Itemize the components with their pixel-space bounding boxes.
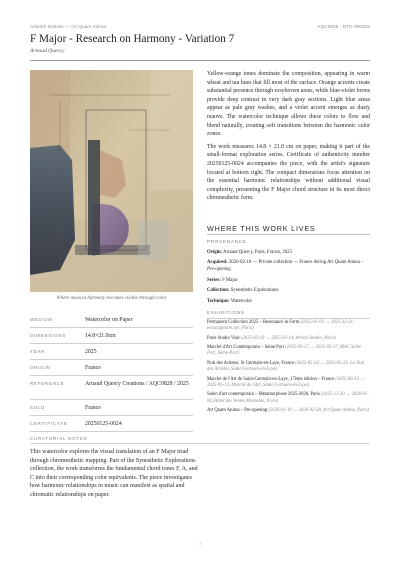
exhibition-detail: (2026-01-10 → 2026-02-28, Art Quam Anima, Paris) [268, 408, 369, 414]
exhibitions-divider [207, 318, 370, 319]
where-divider [207, 234, 370, 235]
meta-row-reference [30, 376, 193, 400]
prov-value: 2026-02-18 — Private collection — France during [228, 260, 327, 266]
curatorial-notes-text: This watercolor explores the visual translation of an F Major triad through chromesthetic mapping. Part of the Synesthetic Explorations collection, the work transforms the fundamental chord tones F, A, and C into their corresponding color equivalents. The piece investigates how harmonic relationships in music can manifest as spatial and chromatic relationships on paper. [30, 449, 198, 498]
prov-key: Collection: [207, 288, 230, 294]
exhibition-item [207, 408, 370, 414]
exhibition-title: Paris Studio Visit [207, 335, 240, 341]
prov-key: Origin: [207, 250, 223, 255]
provenance-technique [207, 298, 370, 305]
notes-divider [30, 443, 370, 444]
artwork-image [30, 70, 193, 292]
exhibition-title: Nuit des Artistes, St Germain-en-Laye, France [207, 360, 295, 366]
artwork-caption: Where musical harmony becomes visible through color [56, 296, 167, 301]
prov-key: Series: [207, 277, 221, 283]
exhibition-title: Marché d'Art Contemporain – Seine Port [207, 345, 285, 351]
header-reference: AQC0828 · NTC-000425 [317, 24, 370, 29]
exhibition-detail: (2025-03-10 → 2025-03-14, Artist's Studio, Paris) [240, 335, 336, 341]
prov-key: Technique: [207, 298, 230, 304]
meta-row-year [30, 344, 193, 360]
meta-value: 20250125-0024 [85, 421, 122, 427]
meta-value: France [85, 405, 101, 411]
exhibition-detail: (2025-12-20 → 2026-01-04, Hôtel des Ventes Montaine, Paris) [207, 392, 369, 404]
meta-row-medium [30, 312, 193, 328]
exhibition-detail: (2025-05-24 → 2025-05-24, La Nuit des Artistes, Saint-Germain-en-Laye) [207, 360, 365, 373]
prov-value: Arnaud Quercy, Paris, France, 2025 [223, 250, 292, 255]
meta-row-certificate [30, 416, 193, 432]
exhibitions-label: EXHIBITIONS [207, 310, 245, 315]
exhibitions-list [207, 320, 370, 418]
meta-value: 14.8×21.0cm [85, 333, 116, 339]
meta-key: ORIGIN [30, 365, 51, 370]
exhibition-title: Permanent Collection 2025 – Resonance in Form [207, 320, 300, 325]
description-paragraph: Yellow-orange tones dominate the composition, appearing in warm wheat and tan hues that fill most of the surface. Orange accents create substantial presence through rosybrown areas, while blue-violet forms provide deep contrast in very dark gray sections. Light blue areas appear as pale gray washes, and a violet accent emerges as dusty mauve. The watercolor technique allows these colors to flow and blend naturally, creating soft transitions between the harmonic color zones. [207, 71, 370, 138]
provenance-origin [207, 249, 370, 256]
provenance-collection [207, 287, 370, 294]
prov-event: Art Quam Anima – Pre-opening [207, 260, 364, 273]
meta-row-dimensions [30, 328, 193, 344]
exhibition-detail: (2025-05-17 → 2025-05-17, MAC Seine Port, Seine-Port) [207, 345, 362, 357]
exhibition-title: Art Quam Anima – Pre-opening [207, 408, 268, 414]
exhibition-item [207, 345, 370, 357]
page-title: F Major - Research on Harmony - Variation 7 [30, 33, 235, 45]
exhibition-title: Marché de l'Art de Saint-Germain-en-Laye, 17ème édition – France [207, 376, 335, 382]
exhibition-item [207, 320, 370, 332]
exhibition-item [207, 336, 370, 342]
meta-key: DIMENSIONS [30, 333, 67, 338]
meta-key: MEDIUM [30, 317, 53, 322]
exhibition-item [207, 392, 370, 404]
meta-value: Arnaud Quercy Creations / AQC0828 / 2025 [85, 381, 189, 387]
description-column [207, 70, 370, 207]
description-paragraph: The work measures 14.8 × 21.0 cm on paper, making it part of the small-format exploration series. Certificate of authenticity number 20250125-0024 accompanies the piece, with the artist's signature located at bottom right. The compact dimensions focus attention on the essential harmonic relationships without additional visual complexity, presenting the F Major chord structure in its most direct chromesthetic form. [207, 143, 370, 202]
provenance-list [207, 249, 370, 308]
exhibition-item [207, 361, 370, 373]
meta-key: SOLD [30, 405, 46, 410]
title-divider [30, 60, 370, 61]
where-heading: WHERE THIS WORK LIVES [207, 224, 316, 233]
meta-key: YEAR [30, 349, 46, 354]
provenance-label: PROVENANCE [207, 239, 247, 244]
artwork-painting [30, 70, 193, 292]
meta-key: CERTIFICATE [30, 421, 68, 426]
prov-value: Watercolor [230, 298, 253, 304]
meta-row-sold [30, 400, 193, 416]
artist-name: Arnaud Quercy [30, 48, 65, 54]
exhibition-detail: (2025-01-01 → 2025-12-31, ecosculptures.net, Paris) [207, 320, 355, 332]
curatorial-notes-label: CURATORIAL NOTES [30, 436, 88, 441]
provenance-series [207, 277, 370, 284]
meta-value: France [85, 365, 101, 371]
page-number: 1 [198, 541, 202, 546]
meta-value: 2025 [85, 349, 97, 355]
meta-key: REFERENCE [30, 381, 65, 386]
meta-row-origin [30, 360, 193, 376]
exhibition-item [207, 377, 370, 389]
prov-value: Synesthetic Explorations [230, 288, 279, 294]
meta-value: Watercolor on Paper [85, 317, 133, 323]
provenance-acquired [207, 259, 370, 273]
header-source: Artwork Notices — Art Quam Anima [30, 24, 106, 29]
metadata-table [30, 312, 193, 432]
top-bar [30, 24, 370, 29]
prov-value: F Major [222, 277, 238, 283]
exhibition-title: Salon d'art contemporain – Metamorphose 2025-2026, Paris [207, 392, 320, 398]
exhibition-detail: (2025-06-14 → 2025-06-14, Marché de l'Art, Saint-Germain-en-Laye) [207, 376, 365, 388]
prov-key: Acquired: [207, 260, 228, 266]
